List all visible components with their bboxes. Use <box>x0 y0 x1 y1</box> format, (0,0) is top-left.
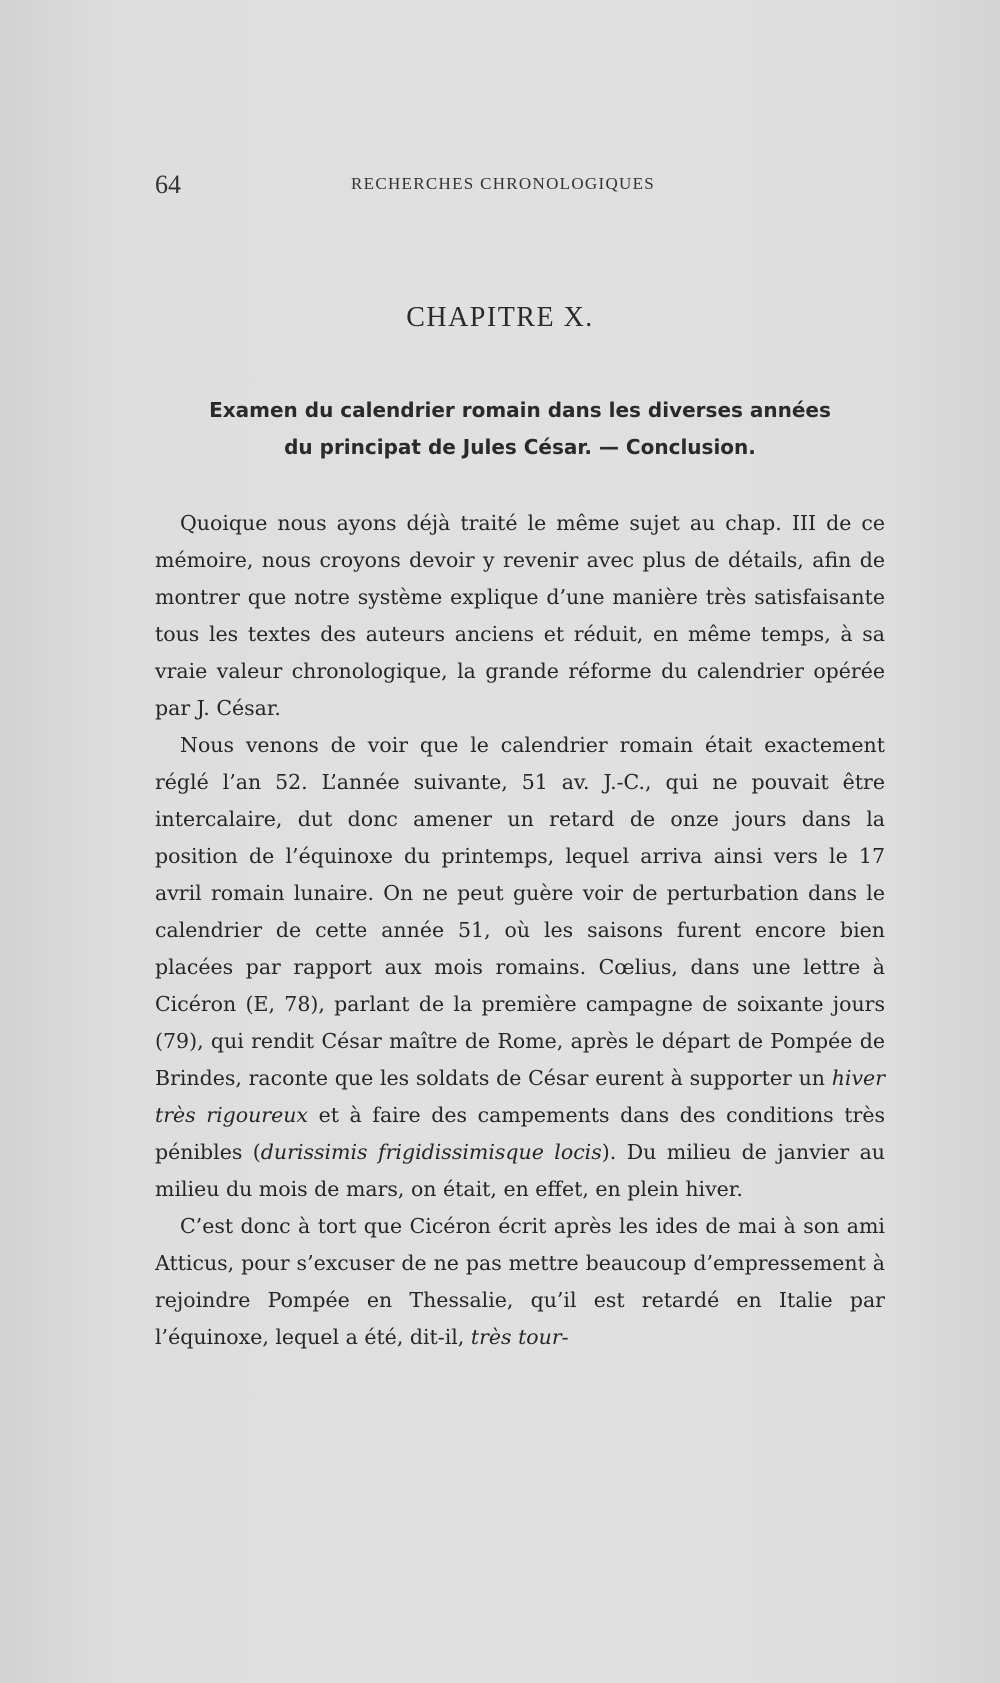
paragraph-1 <box>155 505 885 727</box>
page-number: 64 <box>155 170 181 199</box>
paragraph-2-italic-1: hiver très rigoureux <box>155 1066 885 1127</box>
paragraph-3 <box>155 1208 885 1356</box>
body-text <box>155 505 885 1356</box>
paragraph-3-text-a: C’est donc à tort que Cicéron écrit après les ides de mai à son ami Atticus, pour s’excuser de ne pas mettre beaucoup d’empressement à rejoindre Pompée en Thessalie, qu’il est retardé en Italie par l’équinoxe, lequel a été, dit-il, <box>155 1214 885 1349</box>
paragraph-2-text-a: Nous venons de voir que le calendrier romain était exactement réglé l’an 52. L’année suivante, 51 av. J.-C., qui ne pouvait être intercalaire, dut donc amener un retard de onze jours dans la position de l’équinoxe du printemps, lequel arriva ainsi vers le 17 avril romain lunaire. On ne peut guère voir de perturbation dans le calendrier de cette année 51, où les saisons furent encore bien placées par rapport aux mois romains. Cœlius, dans une lettre à Cicéron (E, 78), parlant de la première campagne de soixante jours (79), qui rendit César maître de Rome, après le départ de Pompée de Brindes, raconte que les soldats de César eurent à supporter un <box>155 733 885 1090</box>
chapter-subtitle <box>160 392 880 466</box>
chapter-subtitle-line-1: Examen du calendrier romain dans les diverses années <box>209 398 831 422</box>
running-title: RECHERCHES CHRONOLOGIQUES <box>351 174 656 193</box>
paragraph-1-text: Quoique nous ayons déjà traité le même sujet au chap. III de ce mémoire, nous croyons devoir y revenir avec plus de détails, afin de montrer que notre système explique d’une manière très satisfaisante tous les textes des auteurs anciens et réduit, en même temps, à sa vraie valeur chronologique, la grande réforme du calendrier opérée par J. César. <box>155 511 885 720</box>
paragraph-2-italic-2: durissimis frigidissimisque locis <box>260 1140 602 1164</box>
paragraph-2 <box>155 727 885 1208</box>
chapter-title: CHAPITRE X. <box>406 302 594 333</box>
chapter-subtitle-line-2: du principat de Jules César. — Conclusion. <box>284 435 756 459</box>
paragraph-2-text-c: ). Du milieu de janvier au milieu du mois de mars, on était, en effet, en plein hiver. <box>155 1140 886 1201</box>
paragraph-3-italic-1: très tour- <box>470 1325 569 1349</box>
running-head <box>155 170 890 200</box>
paragraph-2-text-b: et à faire des campements dans des conditions très pénibles ( <box>155 1103 885 1164</box>
